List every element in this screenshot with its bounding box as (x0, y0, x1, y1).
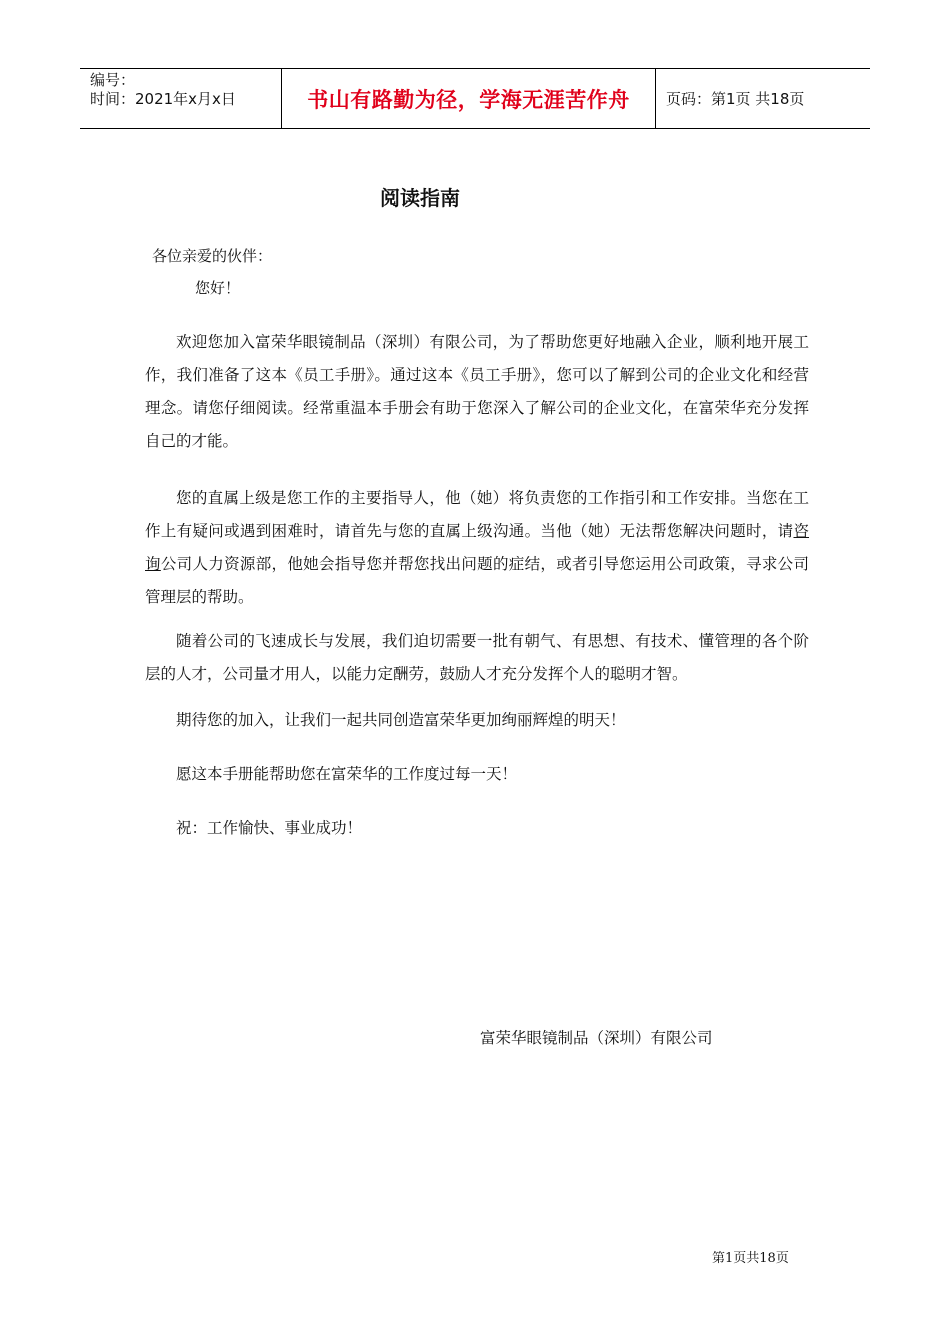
page-footer: 第1页共18页 (712, 1251, 789, 1266)
page-title: 阅读指南 (380, 186, 460, 210)
document-number-label: 编号： (90, 71, 136, 89)
paragraph-expectation: 期待您的加入，让我们一起共同创造富荣华更加绚丽辉煌的明天！ (176, 711, 626, 729)
document-time-label: 时间：2021年x月x日 (90, 90, 236, 108)
paragraph-supervisor-text-end: 公司人力资源部，他她会指导您并帮您找出问题的症结，或者引导您运用公司政策，寻求公司管理层的帮助。 (145, 555, 809, 606)
header-table (80, 68, 870, 129)
paragraph-supervisor (145, 482, 809, 614)
header-meta-cell (80, 69, 282, 128)
salutation: 各位亲爱的伙伴： (152, 247, 273, 265)
paragraph-wish: 愿这本手册能帮助您在富荣华的工作度过每一天！ (176, 765, 518, 783)
consult-link[interactable]: 咨询 (145, 522, 809, 573)
paragraph-welcome: 欢迎您加入富荣华眼镜制品（深圳）有限公司，为了帮助您更好地融入企业，顺利地开展工作，我们准备了这本《员工手册》。通过这本《员工手册》，您可以了解到公司的企业文化和经营理念。请您仔细阅读。经常重温本手册会有助于您深入了解公司的企业文化，在富荣华充分发挥自己的才能。 (145, 333, 809, 450)
paragraph-growth: 随着公司的飞速成长与发展，我们迫切需要一批有朝气、有思想、有技术、懂管理的各个阶层的人才，公司量才用人，以能力定酬劳，鼓励人才充分发挥个人的聪明才智。 (145, 632, 809, 683)
header-page-info: 页码：第1页 共18页 (666, 90, 805, 108)
paragraph-supervisor-text-start: 您的直属上级是您工作的主要指导人，他（她）将负责您的工作指引和工作安排。当您在工作上有疑问或遇到困难时，请首先与您的直属上级沟通。当他（她）无法帮您解决问题时，请 (145, 489, 809, 540)
header-motto: 书山有路勤为径，学海无涯苦作舟 (282, 69, 656, 128)
company-signature: 富荣华眼镜制品（深圳）有限公司 (480, 1029, 713, 1047)
greeting: 您好！ (195, 279, 241, 297)
paragraph-blessing: 祝：工作愉快、事业成功！ (176, 819, 363, 837)
